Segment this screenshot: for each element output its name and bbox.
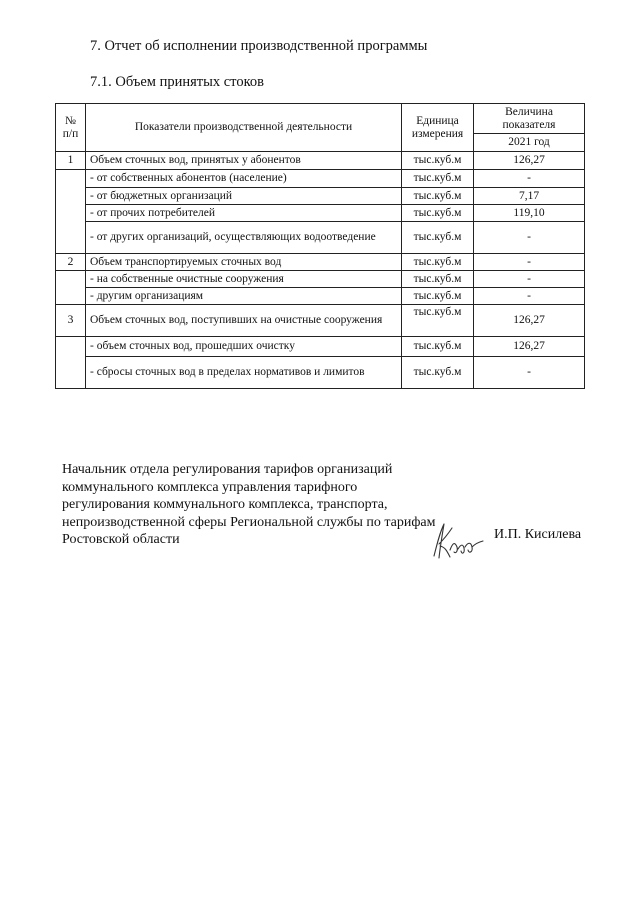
header-unit: Единица измерения	[402, 104, 474, 152]
row-indicator: - другим организациям	[86, 288, 402, 305]
row-unit: тыс.куб.м	[402, 254, 474, 271]
row-value: 126,27	[474, 305, 585, 337]
row-value: 126,27	[474, 337, 585, 357]
row-value: -	[474, 222, 585, 254]
row-unit: тыс.куб.м	[402, 271, 474, 288]
signatory-name: И.П. Кисилева	[494, 527, 582, 542]
row-value: -	[474, 357, 585, 389]
row-indicator: - объем сточных вод, прошедших очистку	[86, 337, 402, 357]
table-row	[56, 254, 585, 271]
row-unit: тыс.куб.м	[402, 170, 474, 188]
row-value: 119,10	[474, 205, 585, 222]
row-unit: тыс.куб.м	[402, 357, 474, 389]
section-title: 7. Отчет об исполнении производственной программы	[90, 38, 428, 54]
row-value: -	[474, 254, 585, 271]
row-value: -	[474, 170, 585, 188]
header-value: Величина показателя	[474, 104, 585, 134]
row-value: 7,17	[474, 188, 585, 205]
table-row	[56, 305, 585, 337]
table-row	[56, 188, 585, 205]
row-indicator: - от собственных абонентов (население)	[86, 170, 402, 188]
row-number	[56, 337, 86, 389]
header-year: 2021 год	[474, 134, 585, 152]
table-row	[56, 170, 585, 188]
row-unit: тыс.куб.м	[402, 188, 474, 205]
table-row	[56, 222, 585, 254]
row-indicator: Объем сточных вод, поступивших на очистные сооружения	[86, 305, 402, 337]
row-value: 126,27	[474, 152, 585, 170]
row-indicator: Объем транспортируемых сточных вод	[86, 254, 402, 271]
row-number: 3	[56, 305, 86, 337]
table-row	[56, 152, 585, 170]
row-indicator: - от других организаций, осуществляющих водоотведение	[86, 222, 402, 254]
row-value: -	[474, 271, 585, 288]
row-indicator: - на собственные очистные сооружения	[86, 271, 402, 288]
header-indicator: Показатели производственной деятельности	[86, 104, 402, 152]
row-indicator: Объем сточных вод, принятых у абонентов	[86, 152, 402, 170]
row-unit: тыс.куб.м	[402, 222, 474, 254]
stock-volume-table	[55, 103, 585, 389]
subsection-title: 7.1. Объем принятых стоков	[90, 74, 264, 90]
table-row	[56, 271, 585, 288]
table-row	[56, 337, 585, 357]
header-num: № п/п	[56, 104, 86, 152]
signatory-position: Начальник отдела регулирования тарифов организаций коммунального комплекса управления тарифного регулирования коммунального комплекса, транспорта, непроизводственной сферы Региональной службы по тарифам Ростовской области	[62, 462, 436, 547]
row-indicator: - сбросы сточных вод в пределах нормативов и лимитов	[86, 357, 402, 389]
table-row	[56, 288, 585, 305]
row-number: 1	[56, 152, 86, 170]
row-unit: тыс.куб.м	[402, 337, 474, 357]
row-value: -	[474, 288, 585, 305]
row-indicator: - от бюджетных организаций	[86, 188, 402, 205]
handwritten-signature	[428, 520, 484, 562]
table-row	[56, 357, 585, 389]
row-number	[56, 170, 86, 254]
row-unit: тыс.куб.м	[402, 305, 474, 337]
row-unit: тыс.куб.м	[402, 205, 474, 222]
table-row	[56, 205, 585, 222]
row-unit: тыс.куб.м	[402, 288, 474, 305]
row-indicator: - от прочих потребителей	[86, 205, 402, 222]
row-number	[56, 271, 86, 305]
row-number: 2	[56, 254, 86, 271]
row-unit: тыс.куб.м	[402, 152, 474, 170]
